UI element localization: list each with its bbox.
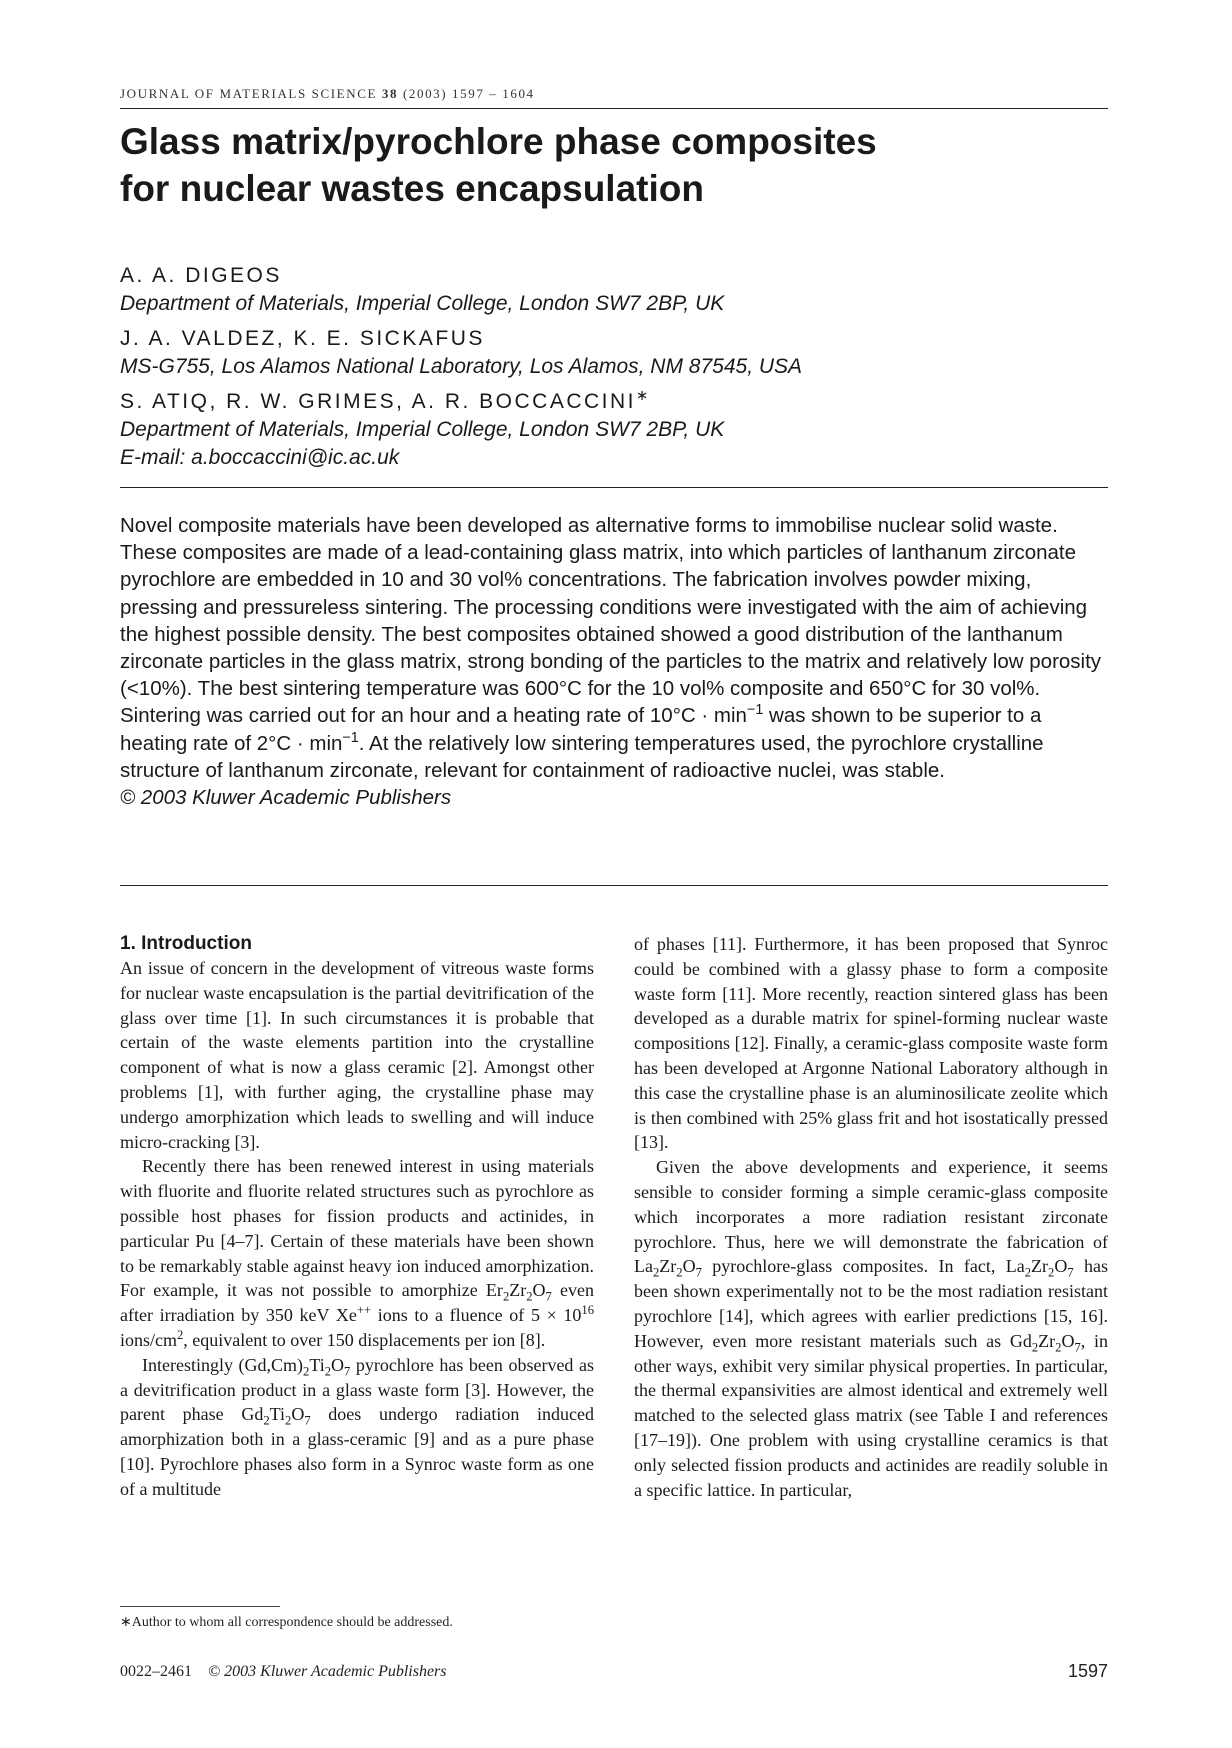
- body-text: ions to a fluence of 5 × 10: [371, 1305, 582, 1326]
- formula-part: Zr: [1038, 1330, 1056, 1351]
- page-number: 1597: [1067, 1661, 1108, 1681]
- subscript: 2: [1031, 1340, 1039, 1355]
- footer-issn: 0022–2461: [120, 1663, 192, 1680]
- body-text: does undergo radiation induced amorphization both in a glass-ceramic [9] and as a pure phase [10]. Pyrochlore phases also form in a Synroc waste form as one of a multitude: [120, 1404, 594, 1499]
- body-text: pyrochlore has been observed as a devitrification product in a glass waste form [3]. However, the parent phase Gd: [120, 1354, 594, 1425]
- subscript: 2: [1048, 1265, 1055, 1280]
- footnote-rule: [120, 1606, 280, 1607]
- footer-issn-line: [120, 1663, 447, 1681]
- subscript: 2: [324, 1364, 331, 1379]
- body-text: An issue of concern in the development of vitreous waste forms for nuclear waste encapsulation is the partial devitrification of the glass over time [1]. In such circumstances it is probable that certain of the waste elements partition into the crystalline component of what is now a glass ceramic [2]. Amongst other problems [1], with further aging, the crystalline phase may undergo amorphization which leads to swelling and will induce micro-cracking [3].: [120, 958, 594, 1152]
- header-rule: [120, 108, 1108, 109]
- author-email[interactable]: E-mail: a.boccaccini@ic.ac.uk: [120, 446, 400, 469]
- right-column: [634, 932, 1108, 1502]
- abstract: [120, 512, 1108, 811]
- body-text: Interestingly (Gd,Cm): [142, 1354, 304, 1375]
- abstract-top-rule: [120, 487, 1108, 488]
- formula-part: Ti: [309, 1354, 325, 1375]
- body-text: has been shown experimentally not to be the most radiation resistant pyrochlore [14], which agrees with earlier predictions [15, 16]. However, even more resistant materials such as Gd: [634, 1256, 1109, 1351]
- subscript: 2: [1055, 1340, 1062, 1355]
- subscript: 2: [526, 1289, 533, 1304]
- superscript: 16: [581, 1303, 594, 1318]
- formula-part: Zr: [509, 1280, 527, 1301]
- formula-part: Ti: [269, 1404, 286, 1425]
- subscript: 7: [344, 1364, 351, 1379]
- formula-part: Zr: [1031, 1256, 1049, 1277]
- author-block: [120, 262, 1108, 479]
- journal-volume: 38: [381, 86, 399, 101]
- journal-name: JOURNAL OF MATERIALS SCIENCE: [120, 86, 378, 101]
- subscript: 2: [285, 1413, 292, 1428]
- abstract-superscript: −1: [342, 729, 359, 746]
- paper-page: [120, 0, 1108, 1748]
- abstract-text: Novel composite materials have been developed as alternative forms to immobilise nuclear solid waste. These composites are made of a lead-containing glass matrix, into which particles of lanthanum zirconate pyrochlore are embedded in 10 and 30 vol% concentrations. The fabrication involves powder mixing, pressing and pressureless sintering. The processing conditions were investigated with the aim of achieving the highest possible density. The best composites obtained showed a good distribution of the lanthanum zirconate particles in the glass matrix, strong bonding of the particles to the matrix and relatively low porosity (<10%). The best sintering temperature was 600°C for the 10 vol% composite and 650°C for 30 vol%. Sintering was carried out for an hour and a heating rate of 10°C · min: [120, 514, 1102, 728]
- abstract-text: was shown to be superior to a heating rate of 2°C · min: [120, 704, 1042, 755]
- subscript: 2: [1024, 1265, 1032, 1280]
- body-paragraph: [634, 932, 1108, 1155]
- formula-part: Zr: [659, 1256, 677, 1277]
- author-names: J. A. VALDEZ, K. E. SICKAFUS: [120, 327, 485, 350]
- paper-title: [120, 118, 1108, 212]
- left-column: [120, 932, 594, 1502]
- corresponding-mark: ∗: [636, 388, 651, 404]
- subscript: 7: [545, 1289, 552, 1304]
- journal-header: [120, 86, 1108, 102]
- body-text: , in other ways, exhibit very similar physical properties. In particular, the thermal expansivities are almost identical and extremely well matched to the selected glass matrix (see Table I and references [17–19]). One problem with using crystalline ceramics is that only selected fission products and actinides are readily soluble in a specific lattice. In particular,: [634, 1330, 1108, 1500]
- subscript: 2: [263, 1413, 270, 1428]
- author-names-text: S. ATIQ, R. W. GRIMES, A. R. BOCCACCINI: [120, 390, 637, 413]
- superscript: ++: [356, 1303, 372, 1318]
- body-paragraph: [634, 1155, 1108, 1502]
- abstract-superscript: −1: [746, 702, 764, 719]
- body-text: Given the above developments and experience, it seems sensible to consider forming a simple ceramic-glass composite which incorporates a more radiation resistant zirconate pyrochlore. Thus, here we will demonstrate the fabrication of La: [634, 1157, 1108, 1277]
- body-text: even after irradiation by 350 keV Xe: [120, 1280, 594, 1326]
- subscript: 7: [1067, 1265, 1074, 1280]
- body-text: , equivalent to over 150 displacements per ion [8].: [183, 1329, 546, 1350]
- author-names: [120, 388, 1108, 416]
- body-paragraph: [120, 956, 594, 1154]
- body-text: ions/cm: [120, 1329, 177, 1350]
- subscript: 7: [304, 1413, 311, 1428]
- formula-part: O: [1054, 1256, 1068, 1277]
- abstract-copyright: © 2003 Kluwer Academic Publishers: [120, 786, 452, 810]
- author-affiliation: MS-G755, Los Alamos National Laboratory, Los Alamos, NM 87545, USA: [120, 355, 803, 378]
- journal-year-pages: (2003) 1597 – 1604: [402, 86, 535, 101]
- title-line-2: for nuclear wastes encapsulation: [120, 168, 704, 209]
- subscript: 2: [502, 1289, 510, 1304]
- title-line-1: Glass matrix/pyrochlore phase composites: [120, 121, 877, 162]
- formula-part: O: [1061, 1330, 1075, 1351]
- body-paragraph: [120, 1353, 594, 1502]
- body-text: Recently there has been renewed interest in using materials with fluorite and fluorite related structures such as pyrochlore as possible host phases for fission products and actinides, in particular Pu [4–7]. Certain of these materials have been shown to be remarkably stable against heavy ion induced amorphization. For example, it was not possible to amorphize Er: [120, 1156, 594, 1301]
- author-group-3: [120, 388, 1108, 472]
- author-affiliation: Department of Materials, Imperial College, London SW7 2BP, UK: [120, 418, 725, 441]
- author-affiliation: Department of Materials, Imperial College, London SW7 2BP, UK: [120, 292, 725, 315]
- section-heading: 1. Introduction: [120, 933, 252, 954]
- body-text: of phases [11]. Furthermore, it has been proposed that Synroc could be combined with a glassy phase to form a composite waste form [11]. More recently, reaction sintered glass has been developed as a durable matrix for spinel-forming nuclear waste compositions [12]. Finally, a ceramic-glass composite waste form has been developed at Argonne National Laboratory although in this case the crystalline phase is an aluminosilicate zeolite which is then combined with 25% glass frit and hot isostatically pressed [13].: [634, 934, 1108, 1153]
- formula-part: O: [682, 1256, 696, 1277]
- abstract-bottom-rule: [120, 885, 1108, 886]
- formula-part: O: [291, 1404, 305, 1425]
- abstract-text: . At the relatively low sintering temperatures used, the pyrochlore crystalline structure of lanthanum zirconate, relevant for containment of radioactive nuclei, was stable.: [120, 731, 1044, 782]
- superscript: 2: [177, 1327, 184, 1342]
- subscript: 2: [676, 1265, 683, 1280]
- author-group-1: [120, 262, 1108, 318]
- footnote: ∗Author to whom all correspondence should be addressed.: [120, 1615, 453, 1630]
- formula-part: O: [532, 1280, 546, 1301]
- body-paragraph: [120, 1154, 594, 1352]
- subscript: 7: [1074, 1340, 1081, 1355]
- author-group-2: [120, 325, 1108, 381]
- subscript: 2: [303, 1364, 310, 1379]
- subscript: 2: [652, 1265, 660, 1280]
- formula-part: O: [331, 1354, 344, 1375]
- author-names: A. A. DIGEOS: [120, 264, 282, 287]
- footer-publisher: © 2003 Kluwer Academic Publishers: [208, 1663, 447, 1680]
- subscript: 7: [695, 1265, 702, 1280]
- body-text: pyrochlore-glass composites. In fact, La: [701, 1256, 1025, 1277]
